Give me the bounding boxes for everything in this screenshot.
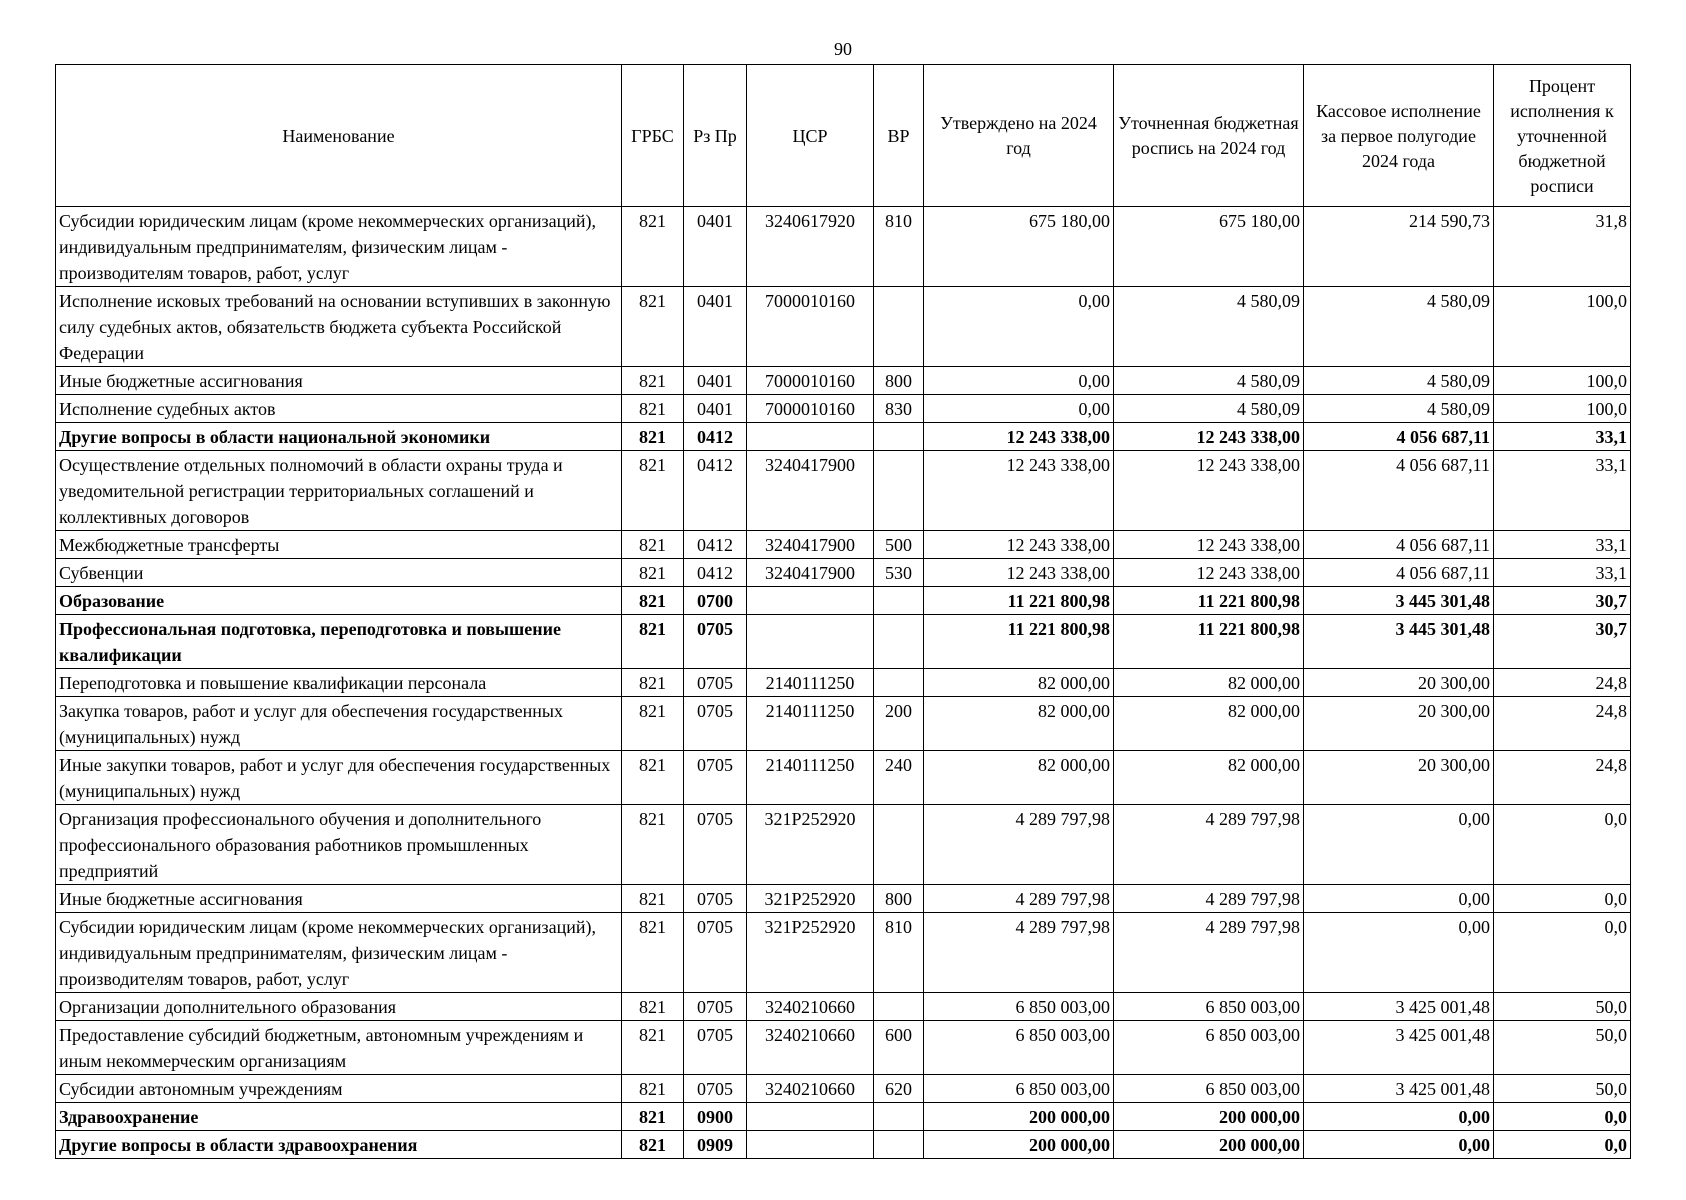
cell-grbs: 821 <box>622 805 684 885</box>
header-csr: ЦСР <box>747 65 874 207</box>
cell-grbs: 821 <box>622 885 684 913</box>
cell-approved: 0,00 <box>924 395 1114 423</box>
cell-rzpr: 0900 <box>684 1103 747 1131</box>
cell-vr <box>874 451 924 531</box>
cell-grbs: 821 <box>622 559 684 587</box>
cell-percent: 50,0 <box>1494 1075 1631 1103</box>
cell-rzpr: 0401 <box>684 207 747 287</box>
table-row <box>56 287 1631 367</box>
cell-approved: 11 221 800,98 <box>924 587 1114 615</box>
cell-grbs: 821 <box>622 531 684 559</box>
cell-csr: 321P252920 <box>747 913 874 993</box>
cell-refined: 12 243 338,00 <box>1114 531 1304 559</box>
cell-approved: 200 000,00 <box>924 1131 1114 1159</box>
table-row <box>56 1021 1631 1075</box>
cell-name: Исполнение исковых требований на основании вступивших в законную силу судебных актов, обязательств бюджета субъекта Российской Федерации <box>56 287 622 367</box>
cell-grbs: 821 <box>622 587 684 615</box>
cell-refined: 12 243 338,00 <box>1114 451 1304 531</box>
cell-vr: 620 <box>874 1075 924 1103</box>
cell-percent: 0,0 <box>1494 1131 1631 1159</box>
cell-refined: 6 850 003,00 <box>1114 1075 1304 1103</box>
cell-name: Профессиональная подготовка, переподготовка и повышение квалификации <box>56 615 622 669</box>
cell-rzpr: 0705 <box>684 751 747 805</box>
cell-rzpr: 0412 <box>684 559 747 587</box>
cell-csr: 321P252920 <box>747 805 874 885</box>
cell-csr: 321P252920 <box>747 885 874 913</box>
cell-refined: 675 180,00 <box>1114 207 1304 287</box>
cell-approved: 12 243 338,00 <box>924 559 1114 587</box>
cell-approved: 4 289 797,98 <box>924 885 1114 913</box>
cell-csr: 7000010160 <box>747 287 874 367</box>
cell-percent: 0,0 <box>1494 805 1631 885</box>
cell-grbs: 821 <box>622 367 684 395</box>
cell-percent: 100,0 <box>1494 367 1631 395</box>
cell-approved: 4 289 797,98 <box>924 805 1114 885</box>
header-grbs: ГРБС <box>622 65 684 207</box>
cell-grbs: 821 <box>622 993 684 1021</box>
cell-csr: 3240417900 <box>747 531 874 559</box>
header-vr: ВР <box>874 65 924 207</box>
cell-csr: 2140111250 <box>747 751 874 805</box>
cell-csr: 3240417900 <box>747 451 874 531</box>
cell-vr: 810 <box>874 913 924 993</box>
cell-refined: 11 221 800,98 <box>1114 615 1304 669</box>
cell-name: Исполнение судебных актов <box>56 395 622 423</box>
cell-vr <box>874 669 924 697</box>
cell-grbs: 821 <box>622 395 684 423</box>
header-refined: Уточненная бюджетная роспись на 2024 год <box>1114 65 1304 207</box>
table-row <box>56 451 1631 531</box>
cell-grbs: 821 <box>622 1021 684 1075</box>
cell-cash: 4 056 687,11 <box>1304 451 1494 531</box>
cell-csr <box>747 423 874 451</box>
cell-vr <box>874 287 924 367</box>
cell-refined: 82 000,00 <box>1114 751 1304 805</box>
cell-name: Субсидии автономным учреждениям <box>56 1075 622 1103</box>
table-row <box>56 993 1631 1021</box>
cell-rzpr: 0412 <box>684 451 747 531</box>
cell-vr: 830 <box>874 395 924 423</box>
cell-name: Здравоохранение <box>56 1103 622 1131</box>
table-header-row <box>56 65 1631 207</box>
budget-table-wrapper <box>55 64 1631 1159</box>
cell-grbs: 821 <box>622 423 684 451</box>
cell-name: Межбюджетные трансферты <box>56 531 622 559</box>
cell-rzpr: 0705 <box>684 1075 747 1103</box>
cell-cash: 4 056 687,11 <box>1304 423 1494 451</box>
cell-name: Организация профессионального обучения и дополнительного профессионального образования работников промышленных предприятий <box>56 805 622 885</box>
table-row <box>56 669 1631 697</box>
cell-name: Предоставление субсидий бюджетным, автономным учреждениям и иным некоммерческим организациям <box>56 1021 622 1075</box>
cell-refined: 4 580,09 <box>1114 367 1304 395</box>
cell-refined: 200 000,00 <box>1114 1131 1304 1159</box>
cell-name: Переподготовка и повышение квалификации персонала <box>56 669 622 697</box>
cell-approved: 12 243 338,00 <box>924 451 1114 531</box>
cell-cash: 3 425 001,48 <box>1304 1075 1494 1103</box>
cell-grbs: 821 <box>622 1131 684 1159</box>
cell-vr <box>874 423 924 451</box>
cell-rzpr: 0401 <box>684 287 747 367</box>
cell-cash: 0,00 <box>1304 885 1494 913</box>
cell-rzpr: 0705 <box>684 913 747 993</box>
cell-cash: 4 056 687,11 <box>1304 559 1494 587</box>
cell-percent: 50,0 <box>1494 993 1631 1021</box>
cell-percent: 0,0 <box>1494 1103 1631 1131</box>
cell-refined: 6 850 003,00 <box>1114 993 1304 1021</box>
cell-csr: 3240210660 <box>747 1075 874 1103</box>
cell-vr <box>874 1131 924 1159</box>
cell-vr <box>874 587 924 615</box>
cell-cash: 3 445 301,48 <box>1304 615 1494 669</box>
header-cash: Кассовое исполнение за первое полугодие 2024 года <box>1304 65 1494 207</box>
header-approved: Утверждено на 2024 год <box>924 65 1114 207</box>
cell-rzpr: 0412 <box>684 531 747 559</box>
cell-approved: 82 000,00 <box>924 751 1114 805</box>
cell-cash: 3 445 301,48 <box>1304 587 1494 615</box>
cell-approved: 675 180,00 <box>924 207 1114 287</box>
header-rzpr: Рз Пр <box>684 65 747 207</box>
table-row <box>56 1103 1631 1131</box>
cell-vr <box>874 805 924 885</box>
cell-csr: 3240210660 <box>747 993 874 1021</box>
cell-percent: 50,0 <box>1494 1021 1631 1075</box>
cell-refined: 12 243 338,00 <box>1114 559 1304 587</box>
table-row <box>56 885 1631 913</box>
table-row <box>56 367 1631 395</box>
cell-csr <box>747 587 874 615</box>
cell-csr: 2140111250 <box>747 669 874 697</box>
cell-grbs: 821 <box>622 751 684 805</box>
cell-name: Субсидии юридическим лицам (кроме некоммерческих организаций), индивидуальным предпринимателям, физическим лицам - производителям товаров, работ, услуг <box>56 913 622 993</box>
cell-percent: 100,0 <box>1494 287 1631 367</box>
cell-cash: 20 300,00 <box>1304 751 1494 805</box>
cell-csr: 3240617920 <box>747 207 874 287</box>
cell-approved: 200 000,00 <box>924 1103 1114 1131</box>
cell-refined: 200 000,00 <box>1114 1103 1304 1131</box>
cell-grbs: 821 <box>622 287 684 367</box>
cell-rzpr: 0700 <box>684 587 747 615</box>
cell-cash: 0,00 <box>1304 805 1494 885</box>
cell-grbs: 821 <box>622 669 684 697</box>
cell-percent: 31,8 <box>1494 207 1631 287</box>
table-row <box>56 1075 1631 1103</box>
cell-vr: 600 <box>874 1021 924 1075</box>
cell-csr <box>747 1103 874 1131</box>
cell-cash: 20 300,00 <box>1304 697 1494 751</box>
cell-name: Осуществление отдельных полномочий в области охраны труда и уведомительной регистрации территориальных соглашений и коллективных договоров <box>56 451 622 531</box>
cell-grbs: 821 <box>622 207 684 287</box>
cell-approved: 6 850 003,00 <box>924 993 1114 1021</box>
table-row <box>56 805 1631 885</box>
cell-name: Субсидии юридическим лицам (кроме некоммерческих организаций), индивидуальным предпринимателям, физическим лицам - производителям товаров, работ, услуг <box>56 207 622 287</box>
cell-cash: 0,00 <box>1304 913 1494 993</box>
cell-percent: 33,1 <box>1494 423 1631 451</box>
table-row <box>56 913 1631 993</box>
cell-csr <box>747 1131 874 1159</box>
cell-approved: 12 243 338,00 <box>924 423 1114 451</box>
cell-percent: 0,0 <box>1494 913 1631 993</box>
cell-vr: 800 <box>874 367 924 395</box>
cell-approved: 6 850 003,00 <box>924 1075 1114 1103</box>
cell-grbs: 821 <box>622 1075 684 1103</box>
cell-approved: 82 000,00 <box>924 697 1114 751</box>
cell-cash: 0,00 <box>1304 1131 1494 1159</box>
cell-refined: 12 243 338,00 <box>1114 423 1304 451</box>
cell-vr: 200 <box>874 697 924 751</box>
cell-cash: 20 300,00 <box>1304 669 1494 697</box>
cell-approved: 12 243 338,00 <box>924 531 1114 559</box>
table-row <box>56 751 1631 805</box>
cell-approved: 82 000,00 <box>924 669 1114 697</box>
cell-rzpr: 0705 <box>684 805 747 885</box>
budget-execution-table <box>55 64 1631 1159</box>
cell-name: Субвенции <box>56 559 622 587</box>
cell-name: Другие вопросы в области здравоохранения <box>56 1131 622 1159</box>
cell-name: Закупка товаров, работ и услуг для обеспечения государственных (муниципальных) нужд <box>56 697 622 751</box>
cell-approved: 4 289 797,98 <box>924 913 1114 993</box>
cell-refined: 82 000,00 <box>1114 669 1304 697</box>
cell-rzpr: 0705 <box>684 1021 747 1075</box>
cell-approved: 6 850 003,00 <box>924 1021 1114 1075</box>
table-row <box>56 207 1631 287</box>
cell-refined: 4 289 797,98 <box>1114 913 1304 993</box>
cell-refined: 11 221 800,98 <box>1114 587 1304 615</box>
cell-approved: 0,00 <box>924 287 1114 367</box>
table-body <box>56 207 1631 1159</box>
cell-rzpr: 0909 <box>684 1131 747 1159</box>
cell-rzpr: 0705 <box>684 885 747 913</box>
cell-percent: 30,7 <box>1494 587 1631 615</box>
table-row <box>56 395 1631 423</box>
cell-vr: 530 <box>874 559 924 587</box>
header-name: Наименование <box>56 65 622 207</box>
table-row <box>56 615 1631 669</box>
cell-vr: 500 <box>874 531 924 559</box>
cell-rzpr: 0401 <box>684 367 747 395</box>
cell-csr: 3240210660 <box>747 1021 874 1075</box>
table-row <box>56 1131 1631 1159</box>
table-row <box>56 423 1631 451</box>
cell-cash: 4 580,09 <box>1304 395 1494 423</box>
cell-cash: 3 425 001,48 <box>1304 993 1494 1021</box>
header-percent: Процент исполнения к уточненной бюджетной росписи <box>1494 65 1631 207</box>
cell-refined: 6 850 003,00 <box>1114 1021 1304 1075</box>
cell-name: Организации дополнительного образования <box>56 993 622 1021</box>
cell-csr: 7000010160 <box>747 367 874 395</box>
cell-vr <box>874 1103 924 1131</box>
cell-cash: 0,00 <box>1304 1103 1494 1131</box>
cell-rzpr: 0705 <box>684 993 747 1021</box>
cell-percent: 24,8 <box>1494 697 1631 751</box>
cell-percent: 100,0 <box>1494 395 1631 423</box>
cell-percent: 33,1 <box>1494 531 1631 559</box>
cell-rzpr: 0401 <box>684 395 747 423</box>
table-row <box>56 531 1631 559</box>
cell-name: Иные бюджетные ассигнования <box>56 885 622 913</box>
cell-vr: 810 <box>874 207 924 287</box>
cell-refined: 4 289 797,98 <box>1114 885 1304 913</box>
cell-name: Иные закупки товаров, работ и услуг для обеспечения государственных (муниципальных) нужд <box>56 751 622 805</box>
cell-rzpr: 0705 <box>684 697 747 751</box>
cell-vr: 800 <box>874 885 924 913</box>
cell-approved: 0,00 <box>924 367 1114 395</box>
table-row <box>56 697 1631 751</box>
cell-percent: 24,8 <box>1494 751 1631 805</box>
cell-grbs: 821 <box>622 697 684 751</box>
cell-grbs: 821 <box>622 615 684 669</box>
cell-grbs: 821 <box>622 913 684 993</box>
cell-csr: 3240417900 <box>747 559 874 587</box>
cell-cash: 4 056 687,11 <box>1304 531 1494 559</box>
cell-rzpr: 0705 <box>684 669 747 697</box>
cell-vr <box>874 993 924 1021</box>
cell-grbs: 821 <box>622 1103 684 1131</box>
table-row <box>56 587 1631 615</box>
cell-vr: 240 <box>874 751 924 805</box>
cell-cash: 214 590,73 <box>1304 207 1494 287</box>
page-number: 90 <box>834 39 852 59</box>
cell-refined: 4 580,09 <box>1114 395 1304 423</box>
cell-rzpr: 0412 <box>684 423 747 451</box>
cell-percent: 24,8 <box>1494 669 1631 697</box>
cell-approved: 11 221 800,98 <box>924 615 1114 669</box>
cell-refined: 4 580,09 <box>1114 287 1304 367</box>
cell-name: Иные бюджетные ассигнования <box>56 367 622 395</box>
cell-refined: 4 289 797,98 <box>1114 805 1304 885</box>
cell-csr <box>747 615 874 669</box>
cell-cash: 3 425 001,48 <box>1304 1021 1494 1075</box>
cell-name: Другие вопросы в области национальной экономики <box>56 423 622 451</box>
cell-cash: 4 580,09 <box>1304 287 1494 367</box>
cell-percent: 33,1 <box>1494 451 1631 531</box>
cell-grbs: 821 <box>622 451 684 531</box>
cell-cash: 4 580,09 <box>1304 367 1494 395</box>
table-row <box>56 559 1631 587</box>
cell-percent: 30,7 <box>1494 615 1631 669</box>
cell-percent: 33,1 <box>1494 559 1631 587</box>
cell-rzpr: 0705 <box>684 615 747 669</box>
cell-refined: 82 000,00 <box>1114 697 1304 751</box>
cell-csr: 2140111250 <box>747 697 874 751</box>
cell-name: Образование <box>56 587 622 615</box>
cell-csr: 7000010160 <box>747 395 874 423</box>
cell-percent: 0,0 <box>1494 885 1631 913</box>
cell-vr <box>874 615 924 669</box>
